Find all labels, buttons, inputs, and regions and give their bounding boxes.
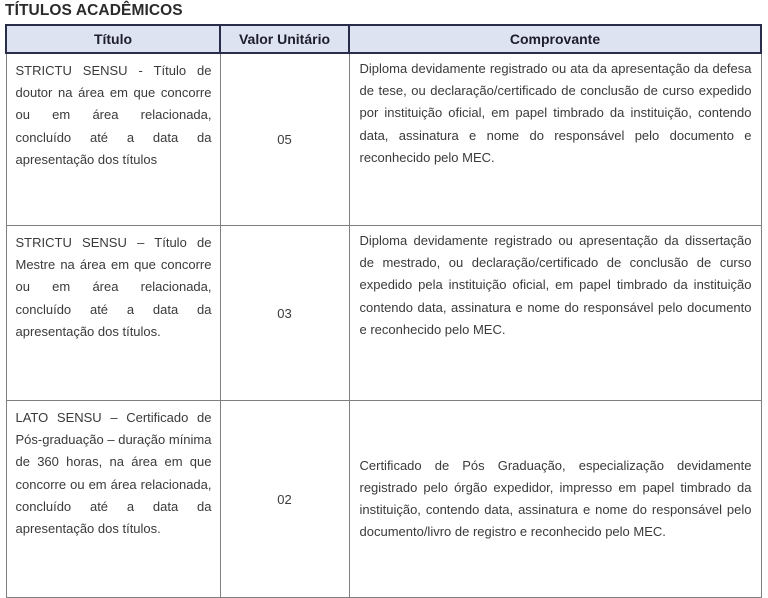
cell-titulo [6,53,220,226]
academic-titles-table [5,24,762,598]
cell-titulo [6,401,220,598]
column-header-comprovante: Comprovante [349,25,761,53]
column-header-valor-unitario: Valor Unitário [220,25,349,53]
table-header [6,25,761,53]
page-title: TÍTULOS ACADÊMICOS [5,2,183,19]
column-header-titulo: Título [6,25,220,53]
table-body [6,53,761,598]
table-row [6,226,761,401]
comprovante-text: Diploma devidamente registrado ou ata da apresentação da defesa de tese, ou declaração/certificado de conclusão de curso expedido por instituição oficial, em papel timbrado da instituição, contendo data, assinatura e nome do responsável pelo documento e reconhecido pelo MEC. [359,61,752,165]
cell-comprovante [349,401,761,598]
comprovante-text: Diploma devidamente registrado ou apresentação da dissertação de mestrado, ou declaração/certificado de conclusão de curso expedido pela instituição oficial, em papel timbrado da instituição contendo data, assinatura e nome do responsável pelo documento e reconhecido pelo MEC. [359,233,752,337]
cell-titulo [6,226,220,401]
cell-valor-unitario: 02 [220,401,349,598]
comprovante-text: Certificado de Pós Graduação, especialização devidamente registrado pelo órgão expedidor, impresso em papel timbrado da instituição, contendo data, assinatura e nome do responsável pelo documento/livro de registro e reconhecido pelo MEC. [359,457,752,540]
table-header-row [6,25,761,53]
titulo-text: LATO SENSU – Certificado de Pós-graduação – duração mínima de 360 horas, na área em que concorre ou em área relacionada, concluído até a data da apresentação dos títulos. [15,410,212,537]
titulo-text: STRICTU SENSU - Título de doutor na área em que concorre ou em área relacionada, concluído até a data da apresentação dos títulos [15,63,212,167]
table-row [6,401,761,598]
cell-valor-unitario: 05 [220,53,349,226]
cell-valor-unitario: 03 [220,226,349,401]
titulo-text: STRICTU SENSU – Título de Mestre na área em que concorre ou em área relacionada, concluído até a data da apresentação dos títulos. [15,235,212,339]
table-row [6,53,761,226]
cell-comprovante [349,226,761,401]
cell-comprovante [349,53,761,226]
